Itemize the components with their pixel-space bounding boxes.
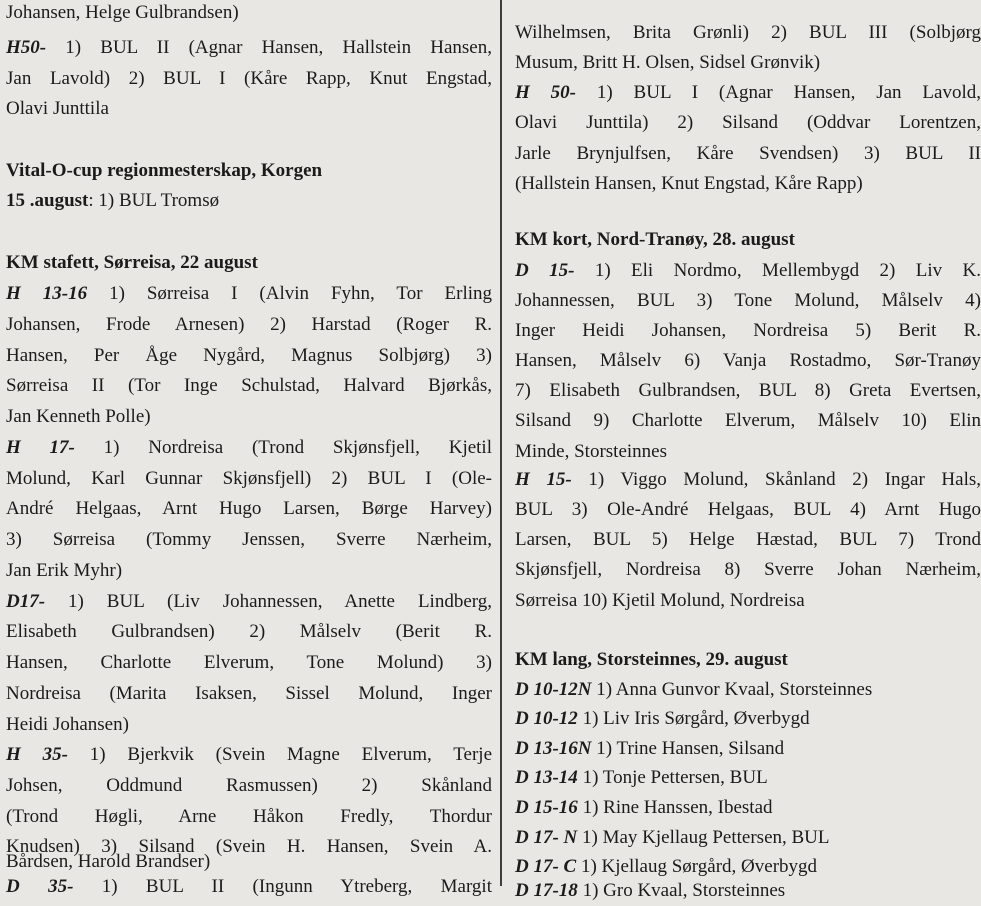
- result-entry: [6, 186, 219, 216]
- entry-text: 1) BUL II (Ingunn Ytreberg, Margit: [73, 876, 492, 897]
- entry-text: 1) Sørreisa I (Alvin Fyhn, Tor Erling: [87, 283, 493, 304]
- entry-text: 1) BUL II (Agnar Hansen, Hallstein Hansen,: [46, 37, 492, 58]
- class-label: H 15-: [515, 469, 572, 490]
- text-line: Olavi Junttila: [6, 98, 109, 119]
- text-line: Inger Heidi Johansen, Nordreisa 5) Berit R.: [515, 320, 981, 341]
- result-entry: [515, 876, 785, 906]
- text-line: Johansen, Frode Arnesen) 2) Harstad (Roger R.: [6, 314, 492, 335]
- text-line: Skjønsfjell, Nordreisa 8) Sverre Johan Nærheim,: [515, 559, 981, 580]
- entry-text: 1) Nordreisa (Trond Skjønsfjell, Kjetil: [74, 437, 492, 458]
- class-label: H50-: [6, 37, 47, 58]
- text-line: Musum, Britt H. Olsen, Sidsel Grønvik): [515, 52, 821, 73]
- text-line: Johsen, Oddmund Rasmussen) 2) Skånland: [6, 775, 492, 796]
- entry-text: 1) Rine Hanssen, Ibestad: [577, 797, 773, 818]
- result-entry: [515, 734, 784, 764]
- text-line: Johannessen, BUL 3) Tone Molund, Målselv 4): [515, 290, 981, 311]
- entry-text: 1) Viggo Molund, Skånland 2) Ingar Hals,: [571, 469, 981, 490]
- text-line: Heidi Johansen): [6, 714, 129, 735]
- section-heading: KM kort, Nord-Tranøy, 28. august: [515, 229, 795, 250]
- class-label: D 13-14: [515, 767, 578, 788]
- result-entry: [515, 704, 810, 734]
- left-column: [6, 0, 493, 897]
- class-label: D 15-16: [515, 797, 578, 818]
- text-line: (Trond Høgli, Arne Håkon Fredly, Thordur: [6, 806, 492, 827]
- text-line: 7) Elisabeth Gulbrandsen, BUL 8) Greta Evertsen,: [515, 380, 981, 401]
- column-divider: [500, 0, 502, 886]
- entry-text: 1) Tonje Pettersen, BUL: [577, 767, 768, 788]
- class-label: D 15-: [515, 260, 575, 281]
- text-line: Jarle Brynjulfsen, Kåre Svendsen) 3) BUL II: [515, 143, 981, 164]
- text-line: Minde, Storsteinnes: [515, 441, 667, 462]
- result-entry: [6, 587, 492, 617]
- result-entry: [6, 279, 492, 309]
- result-entry: [515, 78, 981, 108]
- entry-text: 1) Trine Hansen, Silsand: [591, 738, 785, 759]
- text-line: Nordreisa (Marita Isaksen, Sissel Molund, Inger: [6, 683, 492, 704]
- entry-text: : 1) BUL Tromsø: [88, 190, 220, 211]
- entry-text: 1) Anna Gunvor Kvaal, Storsteinnes: [591, 679, 873, 700]
- class-label: D 10-12: [515, 708, 578, 729]
- text-line: BUL 3) Ole-André Helgaas, BUL 4) Arnt Hugo: [515, 499, 981, 520]
- result-entry: [6, 740, 492, 770]
- text-line: André Helgaas, Arnt Hugo Larsen, Børge Harvey): [6, 498, 492, 519]
- text-line: Sørreisa 10) Kjetil Molund, Nordreisa: [515, 590, 805, 611]
- class-label: D 17- C: [515, 856, 577, 877]
- text-line: Molund, Karl Gunnar Skjønsfjell) 2) BUL I (Ole-: [6, 468, 492, 489]
- text-line: Elisabeth Gulbrandsen) 2) Målselv (Berit R.: [6, 621, 492, 642]
- text-line: Jan Lavold) 2) BUL I (Kåre Rapp, Knut Engstad,: [6, 68, 492, 89]
- text-line: (Hallstein Hansen, Knut Engstad, Kåre Rapp): [515, 173, 863, 194]
- class-label: D 35-: [6, 876, 74, 897]
- class-label: D 13-16N: [515, 738, 592, 759]
- class-label: D17-: [6, 591, 46, 612]
- text-line: Larsen, BUL 5) Helge Hæstad, BUL 7) Trond: [515, 529, 981, 550]
- result-entry: [6, 433, 492, 463]
- date-label: 15 .august: [6, 190, 89, 211]
- text-line: Hansen, Per Åge Nygård, Magnus Solbjørg) 3): [6, 345, 492, 366]
- result-entry: [515, 763, 768, 793]
- text-line: Jan Erik Myhr): [6, 560, 123, 581]
- class-label: H 35-: [6, 744, 68, 765]
- result-entry: [6, 872, 492, 902]
- class-label: H 50-: [515, 82, 576, 103]
- text-line: Bårdsen, Harold Brandser): [6, 851, 211, 872]
- result-entry: [515, 256, 981, 286]
- text-line: Olavi Junttila) 2) Silsand (Oddvar Lorentzen,: [515, 112, 981, 133]
- result-entry: [515, 823, 830, 853]
- text-line: Johansen, Helge Gulbrandsen): [6, 2, 239, 23]
- text-line: Jan Kenneth Polle): [6, 406, 151, 427]
- entry-text: 1) Kjellaug Sørgård, Øverbygd: [576, 856, 818, 877]
- class-label: D 17- N: [515, 827, 578, 848]
- entry-text: 1) May Kjellaug Pettersen, BUL: [577, 827, 830, 848]
- class-label: H 13-16: [6, 283, 88, 304]
- text-line: Knudsen) 3) Silsand (Svein H. Hansen, Svein A.: [6, 836, 492, 857]
- class-label: D 17-18: [515, 880, 578, 901]
- text-line: Wilhelmsen, Brita Grønli) 2) BUL III (Solbjørg: [515, 22, 981, 43]
- class-label: H 17-: [6, 437, 75, 458]
- entry-text: 1) Liv Iris Sørgård, Øverbygd: [577, 708, 810, 729]
- text-line: Hansen, Målselv 6) Vanja Rostadmo, Sør-Tranøy: [515, 350, 981, 371]
- section-heading: KM lang, Storsteinnes, 29. august: [515, 649, 788, 670]
- text-line: Sørreisa II (Tor Inge Schulstad, Halvard Bjørkås,: [6, 375, 492, 396]
- entry-text: 1) Bjerkvik (Svein Magne Elverum, Terje: [67, 744, 492, 765]
- section-heading: Vital-O-cup regionmesterskap, Korgen: [6, 160, 323, 181]
- text-line: 3) Sørreisa (Tommy Jenssen, Sverre Nærheim,: [6, 529, 492, 550]
- section-heading: KM stafett, Sørreisa, 22 august: [6, 252, 258, 273]
- result-entry: [515, 465, 981, 495]
- right-column: [515, 0, 981, 901]
- text-line: Silsand 9) Charlotte Elverum, Målselv 10) Elin: [515, 410, 981, 431]
- result-entry: [6, 33, 492, 63]
- text-line: Hansen, Charlotte Elverum, Tone Molund) 3): [6, 652, 492, 673]
- result-entry: [515, 793, 773, 823]
- entry-text: 1) Eli Nordmo, Mellembygd 2) Liv K.: [574, 260, 981, 281]
- entry-text: 1) Gro Kvaal, Storsteinnes: [577, 880, 786, 901]
- entry-text: 1) BUL (Liv Johannessen, Anette Lindberg,: [45, 591, 492, 612]
- entry-text: 1) BUL I (Agnar Hansen, Jan Lavold,: [575, 82, 981, 103]
- class-label: D 10-12N: [515, 679, 592, 700]
- result-entry: [515, 675, 872, 705]
